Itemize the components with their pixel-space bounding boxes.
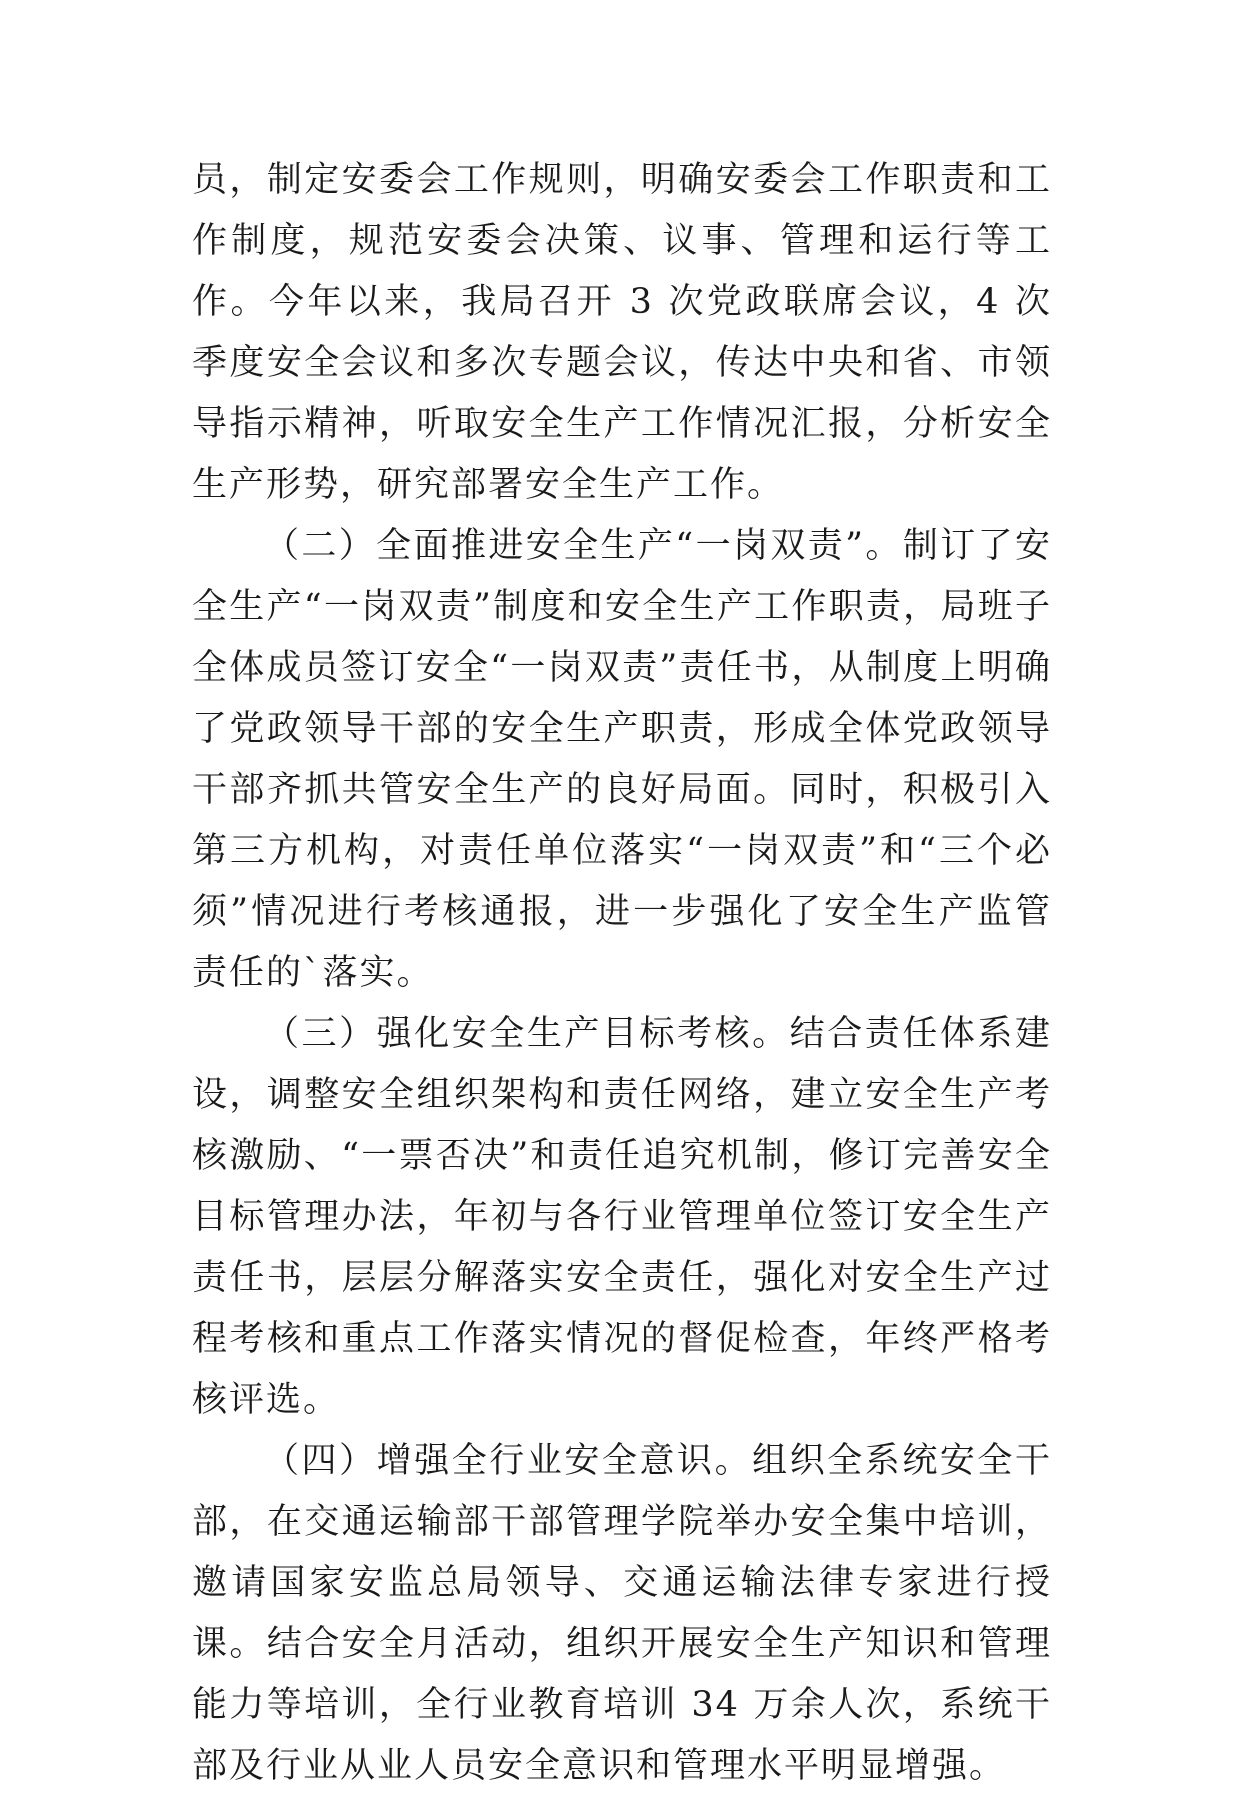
paragraph-continued: 员，制定安委会工作规则，明确安委会工作职责和工作制度，规范安委会决策、议事、管理和运行等工作。今年以来，我局召开 3 次党政联席会议，4 次季度安全会议和多次专题会议，传达中央和省、市领导指示精神，听取安全生产工作情况汇报，分析安全生产形势，研究部署安全生产工作。 [192,160,1052,505]
document-body [192,150,1052,1797]
paragraph-section-2: （二）全面推进安全生产“一岗双责”。制订了安全生产“一岗双责”制度和安全生产工作职责，局班子全体成员签订安全“一岗双责”责任书，从制度上明确了党政领导干部的安全生产职责，形成全体党政领导干部齐抓共管安全生产的良好局面。同时，积极引入第三方机构，对责任单位落实“一岗双责”和“三个必须”情况进行考核通报，进一步强化了安全生产监管责任的`落实。 [192,526,1052,993]
paragraph-section-4: （四）增强全行业安全意识。组织全系统安全干部，在交通运输部干部管理学院举办安全集中培训，邀请国家安监总局领导、交通运输法律专家进行授课。结合安全月活动，组织开展安全生产知识和管理能力等培训，全行业教育培训 34 万余人次，系统干部及行业从业人员安全意识和管理水平明显增强。 [192,1441,1052,1786]
paragraph-section-3: （三）强化安全生产目标考核。结合责任体系建设，调整安全组织架构和责任网络，建立安全生产考核激励、“一票否决”和责任追究机制，修订完善安全目标管理办法，年初与各行业管理单位签订安全生产责任书，层层分解落实安全责任，强化对安全生产过程考核和重点工作落实情况的督促检查，年终严格考核评选。 [192,1014,1052,1420]
